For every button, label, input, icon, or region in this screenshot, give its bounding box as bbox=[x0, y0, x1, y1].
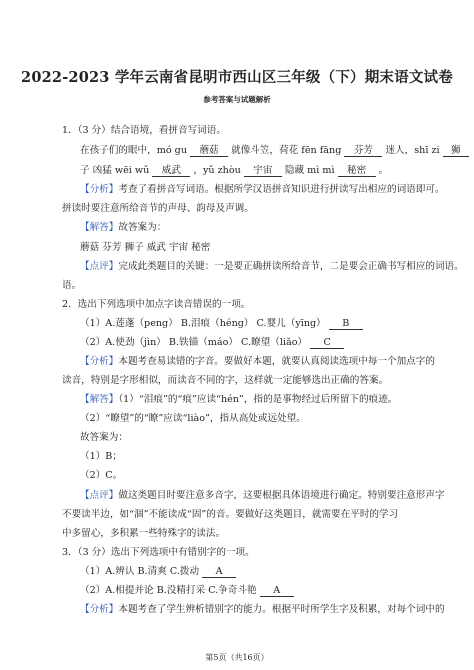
q1-text: 就像斗笠，荷花 fēn fāng bbox=[228, 145, 345, 156]
q1-line-2 bbox=[80, 165, 388, 177]
q2-option-2 bbox=[80, 337, 344, 349]
q1-text: 隐藏 mì mì bbox=[281, 165, 338, 176]
page-subtitle: 参考答案与试题解析 bbox=[203, 95, 271, 104]
page-number: 第5页（共16页） bbox=[205, 653, 269, 662]
q1-text: ，yǔ zhòu bbox=[190, 165, 244, 176]
option-text: （2）A.使劲（jìn） B.铁锚（máo） C.瞭望（liǎo） bbox=[80, 337, 311, 348]
option-text: （1）A.辨认 B.清爽 C.拨动 bbox=[80, 566, 203, 577]
q1-text: 子 bbox=[80, 165, 90, 176]
q1-text: 凶猛 wēi wǔ bbox=[89, 165, 153, 176]
q1-comment bbox=[80, 261, 464, 273]
q3-stem: 3．（3 分）选出下列选项中有错别字的一项。 bbox=[62, 547, 255, 558]
option-text: （1）A.莲蓬（pеng） B.泪痕（héng） C.婴儿（yīng） bbox=[80, 318, 329, 329]
q2-stem: 2．选出下列选项中加点字读音错误的一项。 bbox=[62, 299, 251, 310]
answer-blank: A bbox=[202, 567, 236, 578]
comment-tag: 【点评】 bbox=[80, 490, 119, 501]
q1-text: 在孩子们的眼中，mó gu bbox=[80, 145, 191, 156]
q2-analysis bbox=[80, 356, 435, 368]
q3-analysis bbox=[80, 604, 445, 616]
answer-blank: 秘密 bbox=[338, 166, 376, 177]
q2-answer bbox=[80, 394, 397, 406]
q1-stem: 1．（3 分）结合语境，看拼音写词语。 bbox=[62, 125, 226, 136]
analysis-tag: 【分析】 bbox=[80, 184, 119, 195]
q1-line-1 bbox=[80, 145, 469, 157]
option-text: （2）A.相提并论 B.没精打采 C.争奇斗艳 bbox=[80, 585, 260, 596]
q1-text: 。 bbox=[375, 165, 389, 176]
q2-answer-line-4: （1）B； bbox=[80, 451, 122, 462]
answer-blank: B bbox=[329, 319, 363, 330]
answer-blank: 威武 bbox=[152, 166, 190, 177]
q3-option-2 bbox=[80, 585, 294, 597]
analysis-text: 本题考查了学生辨析错别字的能力。根据平时所学生字及积累，对每个词中的 bbox=[118, 604, 445, 615]
answer-blank: 芬芳 bbox=[344, 146, 382, 157]
analysis-text: 考查了看拼音写词语。根据所学汉语拼音知识进行拼读写出相应的词语即可。 bbox=[118, 184, 445, 195]
answer-tag: 【解答】 bbox=[80, 394, 119, 405]
answer-tag: 【解答】 bbox=[80, 222, 119, 233]
q1-analysis bbox=[80, 184, 445, 196]
q1-answer-words: 蘑菇 芬芳 狮子 威武 宇宙 秘密 bbox=[80, 242, 211, 253]
analysis-tag: 【分析】 bbox=[80, 604, 119, 615]
q2-analysis-cont: 读音，特别是字形相似，而读音不同的字，这样就一定能够选出正确的答案。 bbox=[62, 375, 389, 386]
comment-tag: 【点评】 bbox=[80, 261, 119, 272]
analysis-text: 本题考查易读错的字音。要做好本题，就要认真阅读选项中每一个加点字的 bbox=[118, 356, 435, 367]
answer-blank: 宇宙 bbox=[244, 166, 282, 177]
answer-blank: A bbox=[260, 586, 294, 597]
answer-blank: C bbox=[310, 338, 344, 349]
q2-comment-cont-2: 中多留心，多积累一些特殊字的读法。 bbox=[62, 528, 226, 539]
q2-option-1 bbox=[80, 318, 363, 330]
answer-blank: 狮 bbox=[443, 146, 469, 157]
q2-comment-cont-1: 不要读半边，如“涸”不能读成“固”的音。要做好这类题目，就需要在平时的学习 bbox=[62, 509, 399, 520]
q2-answer-line-5: （2）C。 bbox=[80, 470, 123, 481]
q1-comment-cont: 语。 bbox=[62, 280, 82, 291]
q2-comment bbox=[80, 490, 445, 502]
page-title: 2022-2023 学年云南省昆明市西山区三年级（下）期末语文试卷 bbox=[21, 69, 453, 86]
comment-text: 完成此类题目的关键：一是要正确拼读所给音节，二是要会正确书写相应的词语。 bbox=[118, 261, 464, 272]
answer-text: （1）“泪痕”的“痕”应读“hén”，指的是事物经过后所留下的痕迹。 bbox=[118, 394, 398, 405]
q2-answer-line-3: 故答案为： bbox=[80, 432, 128, 443]
analysis-tag: 【分析】 bbox=[80, 356, 119, 367]
q1-answer bbox=[80, 222, 166, 234]
comment-text: 做这类题目时要注意多音字，这要根据具体语境进行确定。特别要注意形声字 bbox=[118, 490, 445, 501]
q3-option-1 bbox=[80, 566, 236, 578]
q1-analysis-cont: 拼读时要注意所给音节的声母、韵母及声调。 bbox=[62, 203, 254, 214]
q2-answer-line-2: （2）“瞭望”的“瞭”应读“liào”，指从高处或远处望。 bbox=[80, 413, 306, 424]
q1-text: 迷人，shī zi bbox=[382, 145, 443, 156]
answer-text: 故答案为： bbox=[118, 222, 167, 233]
answer-blank: 蘑菇 bbox=[190, 146, 228, 157]
